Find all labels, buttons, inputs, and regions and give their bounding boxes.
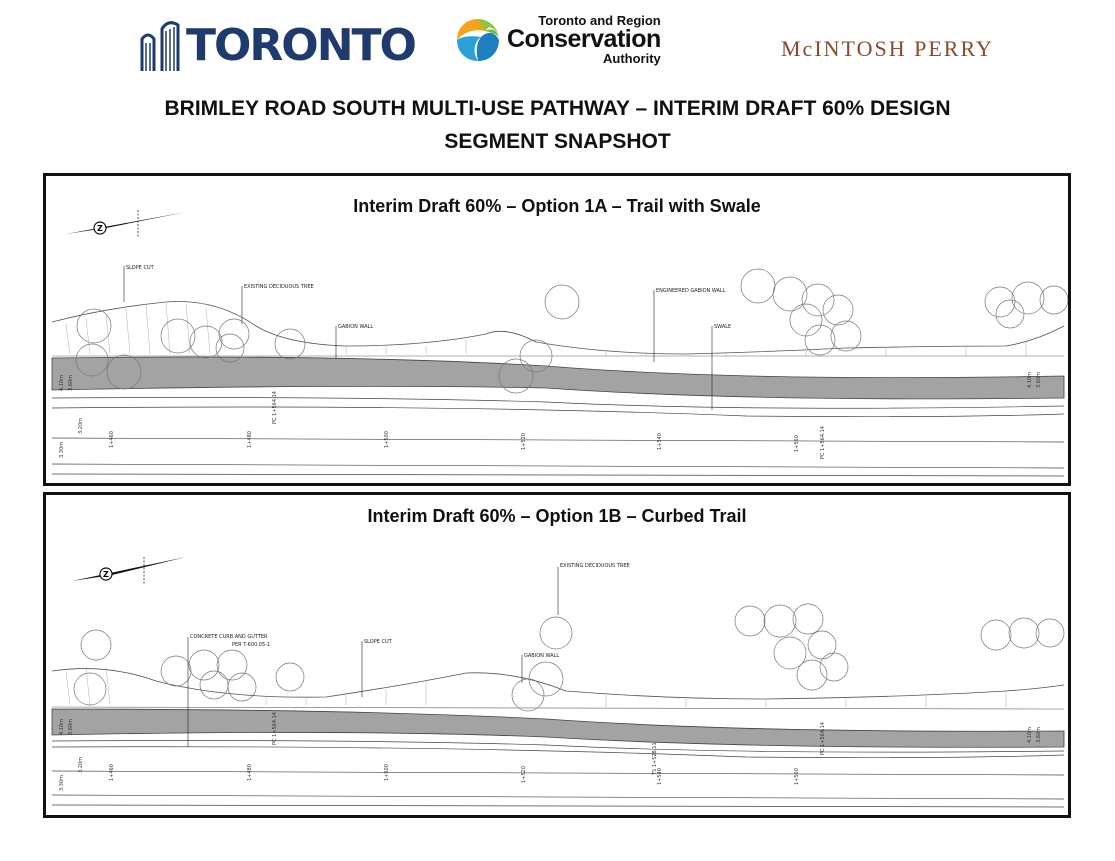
dim-label: 3.30m [59, 774, 65, 791]
callout-gabion-wall: GABION WALL [338, 324, 374, 330]
dim-label: 3.60m [68, 374, 74, 391]
callout-engineered-gabion: ENGINEERED GABION WALL [656, 288, 726, 294]
dim-label: 3.60m [1036, 726, 1042, 743]
option-1b-panel [43, 492, 1071, 818]
pathway-fill [52, 709, 1064, 747]
callout-slope-cut: SLOPE CUT [364, 639, 392, 645]
station-label: 1+460 [109, 431, 115, 448]
city-hall-icon [140, 21, 180, 71]
reference-label: PC 1+564.14 [820, 426, 826, 459]
trca-logo [455, 14, 661, 65]
option-1a-drawing [46, 176, 1068, 483]
station-label: 1+480 [247, 764, 253, 781]
mcintosh-perry-logo: McINTOSH PERRY [781, 36, 994, 61]
dim-label: 4.10m [59, 374, 65, 391]
station-label: 1+500 [384, 431, 390, 448]
north-arrow-icon [72, 557, 186, 585]
reference-label: TS 1+528.11 [652, 742, 658, 775]
logo-bar [0, 8, 1115, 88]
station-label: 1+460 [109, 764, 115, 781]
station-label: 1+520 [521, 433, 527, 450]
road-lines [52, 741, 1064, 808]
dim-label: 3.20m [78, 756, 84, 773]
callout-curb-line1: CONCRETE CURB AND GUTTER [190, 634, 268, 640]
option-1b-drawing [46, 495, 1068, 815]
svg-text:Z: Z [103, 570, 109, 579]
station-label: 1+540 [657, 433, 663, 450]
pathway-fill [52, 357, 1064, 399]
trca-line1: Toronto and Region [538, 13, 661, 28]
dim-label: 4.10m [59, 718, 65, 735]
trca-line3: Authority [602, 51, 661, 66]
toronto-logo [140, 20, 415, 71]
station-label: 1+520 [521, 766, 527, 783]
callout-slope-cut: SLOPE CUT [126, 265, 154, 271]
trca-line2: Conservation [507, 25, 661, 53]
callout-existing-tree: EXISTING DECIDUOUS TREE [244, 284, 314, 290]
toronto-wordmark: TORONTO [186, 20, 415, 71]
option-1a-panel [43, 173, 1071, 486]
callout-curb-line2: PER T-600.05-1 [232, 642, 271, 648]
station-label: 1+540 [657, 768, 663, 785]
reference-label: PC 1+564.14 [272, 391, 278, 424]
reference-label: PC 1+564.14 [272, 712, 278, 745]
option-1a-title: Interim Draft 60% – Option 1A – Trail with Swale [353, 196, 761, 216]
callout-gabion-wall: GABION WALL [524, 653, 560, 659]
svg-text:Z: Z [97, 224, 103, 233]
option-1b-title: Interim Draft 60% – Option 1B – Curbed Trail [367, 506, 747, 526]
reference-label: PC 1+564.14 [820, 722, 826, 755]
dim-label: 4.10m [1027, 726, 1033, 743]
dim-label: 3.60m [1036, 371, 1042, 388]
slope-outline [52, 302, 1064, 355]
dim-label: 3.20m [78, 417, 84, 434]
leaf-swirl-icon [455, 17, 501, 63]
document-subtitle: SEGMENT SNAPSHOT [444, 130, 671, 153]
dim-label: 3.30m [59, 441, 65, 458]
callout-swale: SWALE [714, 324, 732, 330]
dim-label: 4.10m [1027, 371, 1033, 388]
road-lines [52, 398, 1064, 477]
dim-label: 3.60m [68, 718, 74, 735]
station-label: 1+500 [384, 764, 390, 781]
station-label: 1+560 [794, 435, 800, 452]
callout-existing-tree: EXISTING DECIDUOUS TREE [560, 563, 630, 569]
station-label: 1+480 [247, 431, 253, 448]
station-label: 1+560 [794, 768, 800, 785]
document-title: BRIMLEY ROAD SOUTH MULTI-USE PATHWAY – INTERIM DRAFT 60% DESIGN [164, 97, 951, 120]
